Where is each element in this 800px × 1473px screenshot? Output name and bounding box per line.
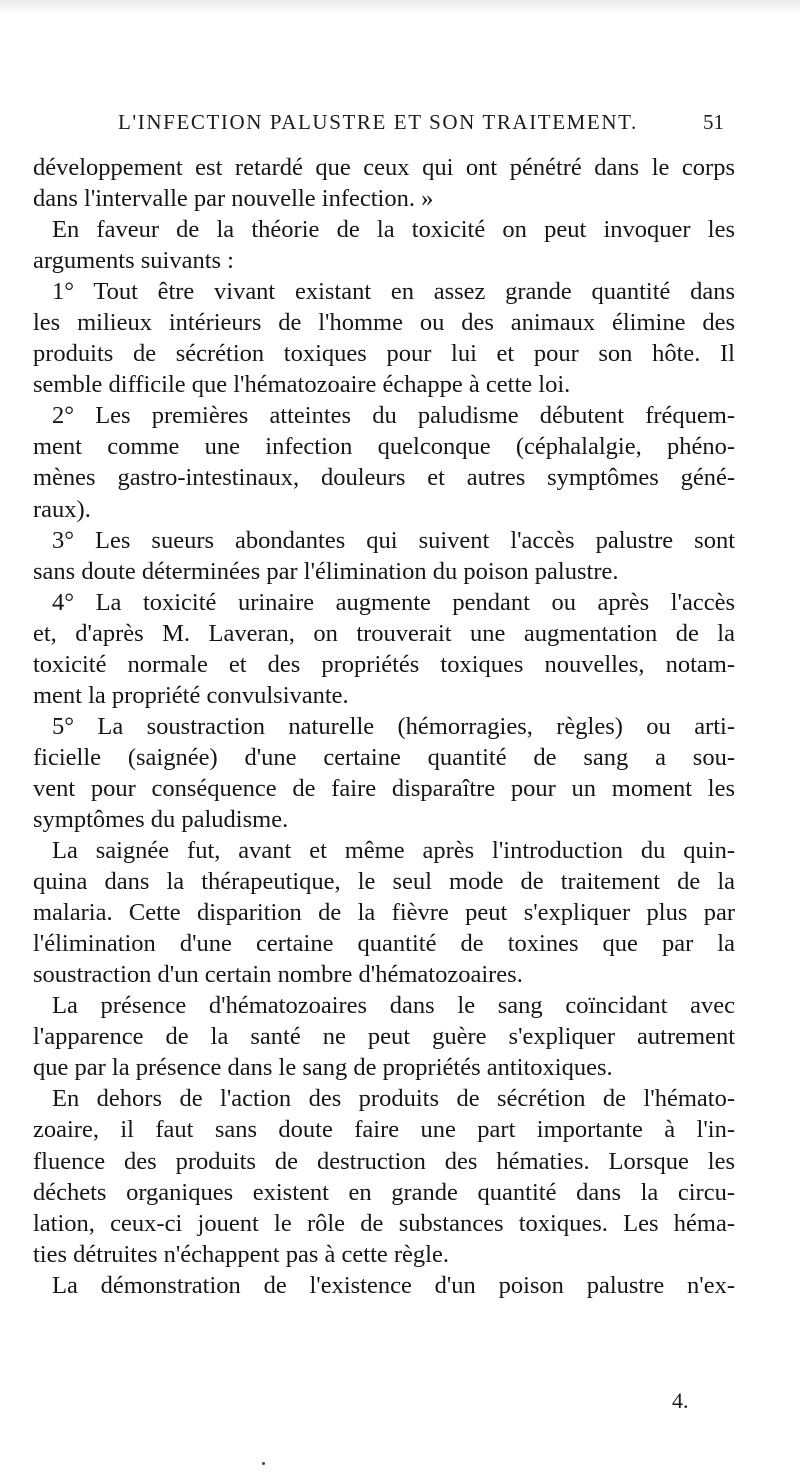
text-line: et, d'après M. Laveran, on trouverait une augmentation de la — [33, 619, 735, 647]
text-line: ment la propriété convulsivante. — [33, 681, 349, 709]
text-line: que par la présence dans le sang de propriétés antitoxiques. — [33, 1054, 613, 1082]
text-line: dans l'intervalle par nouvelle infection. » — [33, 185, 434, 213]
text-line: 5° La soustraction naturelle (hémorragies, règles) ou arti- — [52, 712, 735, 740]
text-line: La saignée fut, avant et même après l'introduction du quin- — [52, 837, 735, 865]
running-title: L'INFECTION PALUSTRE ET SON TRAITEMENT. — [118, 110, 638, 134]
text-line: lation, ceux-ci jouent le rôle de substances toxiques. Les héma- — [33, 1209, 735, 1237]
text-line: En faveur de la théorie de la toxicité on peut invoquer les — [52, 216, 735, 244]
ink-speck — [262, 1462, 265, 1465]
text-line: toxicité normale et des propriétés toxiques nouvelles, notam- — [33, 650, 735, 678]
body-text — [33, 152, 735, 1301]
text-line: raux). — [33, 495, 91, 523]
text-line: 4° La toxicité urinaire augmente pendant ou après l'accès — [52, 588, 735, 616]
text-line: ties détruites n'échappent pas à cette règle. — [33, 1240, 449, 1268]
page-number: 51 — [703, 110, 724, 134]
text-line: développement est retardé que ceux qui ont pénétré dans le corps — [33, 154, 735, 181]
text-line: La présence d'hématozoaires dans le sang coïncidant avec — [52, 992, 735, 1020]
text-line: semble difficile que l'hématozoaire échappe à cette loi. — [33, 371, 571, 399]
text-line: quina dans la thérapeutique, le seul mode de traitement de la — [33, 868, 735, 896]
text-line: vent pour conséquence de faire disparaître pour un moment les — [33, 774, 735, 802]
text-line: mènes gastro-intestinaux, douleurs et autres symptômes géné- — [33, 464, 735, 492]
text-line: 1° Tout être vivant existant en assez grande quantité dans — [52, 278, 735, 306]
text-line: l'apparence de la santé ne peut guère s'expliquer autrement — [33, 1023, 735, 1051]
text-line: les milieux intérieurs de l'homme ou des animaux élimine des — [33, 309, 735, 337]
text-line: arguments suivants : — [33, 247, 234, 275]
text-line: malaria. Cette disparition de la fièvre peut s'expliquer plus par — [33, 899, 735, 927]
running-head — [0, 110, 800, 140]
text-line: soustraction d'un certain nombre d'hématozoaires. — [33, 961, 523, 989]
text-line: fluence des produits de destruction des hématies. Lorsque les — [33, 1147, 735, 1175]
text-line: ficielle (saignée) d'une certaine quantité de sang a sou- — [33, 743, 735, 771]
text-line: zoaire, il faut sans doute faire une part importante à l'in- — [33, 1116, 735, 1144]
text-line: 2° Les premières atteintes du paludisme débutent fréquem- — [52, 402, 735, 430]
text-line: l'élimination d'une certaine quantité de toxines que par la — [33, 930, 735, 958]
text-line: La démonstration de l'existence d'un poison palustre n'ex- — [52, 1271, 735, 1299]
text-line: sans doute déterminées par l'élimination du poison palustre. — [33, 557, 619, 585]
text-line: En dehors de l'action des produits de sécrétion de l'hémato- — [52, 1085, 735, 1113]
text-line: produits de sécrétion toxiques pour lui et pour son hôte. Il — [33, 340, 735, 368]
scan-edge-shadow — [0, 0, 800, 14]
text-line: 3° Les sueurs abondantes qui suivent l'accès palustre sont — [52, 526, 735, 554]
text-line: déchets organiques existent en grande quantité dans la circu- — [33, 1178, 735, 1206]
text-line: ment comme une infection quelconque (céphalalgie, phéno- — [33, 433, 735, 461]
signature-mark: 4. — [672, 1388, 689, 1413]
text-line: symptômes du paludisme. — [33, 805, 289, 833]
